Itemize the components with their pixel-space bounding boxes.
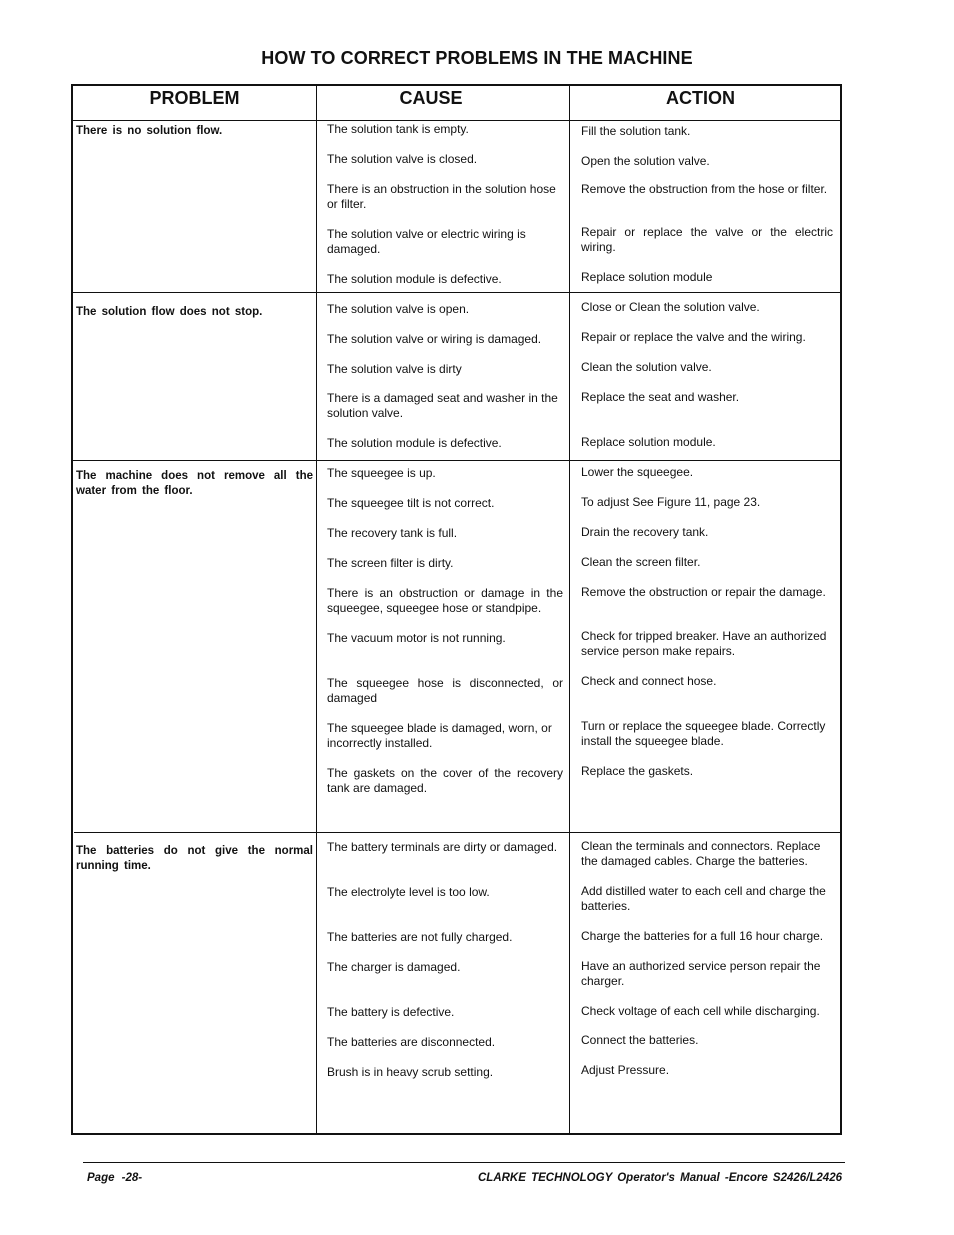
cause-cell: The electrolyte level is too low. xyxy=(327,885,490,899)
row-separator xyxy=(74,832,840,833)
action-cell: Remove the obstruction from the hose or filter. xyxy=(581,182,828,196)
cause-cell: The solution valve is open. xyxy=(327,302,470,316)
cause-cell: The squeegee blade is damaged, worn, or incorrectly installed. xyxy=(327,721,552,750)
action-cell: To adjust See Figure 11, page 23. xyxy=(581,495,761,509)
action-cell: Turn or replace the squeegee blade. Correctly install the squeegee blade. xyxy=(581,719,826,748)
action-cell: Clean the terminals and connectors. Replace the damaged cables. Charge the batteries. xyxy=(581,839,821,868)
action-cell: Replace the seat and washer. xyxy=(581,390,740,404)
header-action: ACTION xyxy=(666,88,735,108)
action-cell: Repair or replace the valve and the wiring. xyxy=(581,330,806,344)
action-cell: Remove the obstruction or repair the damage. xyxy=(581,585,826,599)
cause-cell: There is a damaged seat and washer in the solution valve. xyxy=(327,391,558,420)
action-cell: Check for tripped breaker. Have an authorized service person make repairs. xyxy=(581,629,827,658)
cause-cell: The gaskets on the cover of the recovery tank are damaged. xyxy=(327,766,563,795)
action-cell: Check voltage of each cell while discharging. xyxy=(581,1004,820,1018)
action-cell: Repair or replace the valve or the electric wiring. xyxy=(581,225,833,254)
action-cell: Connect the batteries. xyxy=(581,1033,699,1047)
action-cell: Have an authorized service person repair the charger. xyxy=(581,959,821,988)
manual-title: CLARKE TECHNOLOGY Operator's Manual -Encore S2426/L2426 xyxy=(477,1172,842,1184)
action-cell: Clean the screen filter. xyxy=(581,555,701,569)
cause-cell: The solution tank is empty. xyxy=(327,122,469,136)
page-number: Page -28- xyxy=(87,1172,143,1184)
action-cell: Close or Clean the solution valve. xyxy=(581,300,760,314)
cause-cell: The squeegee is up. xyxy=(327,466,436,480)
row-separator xyxy=(73,460,840,461)
cause-cell: The squeegee tilt is not correct. xyxy=(327,496,495,510)
action-cell: Lower the squeegee. xyxy=(581,465,694,479)
column-divider xyxy=(569,86,570,1133)
cause-cell: The battery is defective. xyxy=(327,1005,455,1019)
problem-cell: The solution flow does not stop. xyxy=(76,306,263,318)
header-problem: PROBLEM xyxy=(149,88,240,108)
cause-cell: The solution module is defective. xyxy=(327,272,502,286)
cause-cell: The solution valve or electric wiring is damaged. xyxy=(327,227,526,256)
cause-cell: Brush is in heavy scrub setting. xyxy=(327,1065,494,1079)
cause-cell: The charger is damaged. xyxy=(327,960,461,974)
troubleshooting-table xyxy=(71,84,842,1135)
page-title: HOW TO CORRECT PROBLEMS IN THE MACHINE xyxy=(261,48,693,68)
cause-cell: There is an obstruction in the solution hose or filter. xyxy=(327,182,556,211)
action-cell: Charge the batteries for a full 16 hour charge. xyxy=(581,929,824,943)
action-cell: Drain the recovery tank. xyxy=(581,525,709,539)
action-cell: Check and connect hose. xyxy=(581,674,717,688)
problem-cell: The machine does not remove all the water from the floor. xyxy=(76,470,313,497)
cause-cell: The solution valve is dirty xyxy=(327,362,462,376)
header-cause: CAUSE xyxy=(399,88,463,108)
action-cell: Open the solution valve. xyxy=(581,154,710,168)
action-cell: Add distilled water to each cell and charge the batteries. xyxy=(581,884,826,913)
problem-cell: The batteries do not give the normal running time. xyxy=(76,845,313,872)
footer-rule xyxy=(83,1162,845,1163)
action-cell: Fill the solution tank. xyxy=(581,124,691,138)
cause-cell: There is an obstruction or damage in the squeegee, squeegee hose or standpipe. xyxy=(327,586,563,615)
cause-cell: The battery terminals are dirty or damaged. xyxy=(327,840,558,854)
cause-cell: The recovery tank is full. xyxy=(327,526,458,540)
cause-cell: The squeegee hose is disconnected, or damaged xyxy=(327,676,563,705)
cause-cell: The batteries are disconnected. xyxy=(327,1035,496,1049)
cause-cell: The solution module is defective. xyxy=(327,436,502,450)
action-cell: Adjust Pressure. xyxy=(581,1063,670,1077)
column-divider xyxy=(316,86,317,1133)
problem-cell: There is no solution flow. xyxy=(76,125,223,137)
action-cell: Replace solution module. xyxy=(581,435,716,449)
action-cell: Replace the gaskets. xyxy=(581,764,694,778)
cause-cell: The screen filter is dirty. xyxy=(327,556,454,570)
header-rule xyxy=(73,120,840,121)
row-separator xyxy=(73,292,840,293)
cause-cell: The solution valve or wiring is damaged. xyxy=(327,332,542,346)
cause-cell: The vacuum motor is not running. xyxy=(327,631,506,645)
cause-cell: The solution valve is closed. xyxy=(327,152,478,166)
action-cell: Clean the solution valve. xyxy=(581,360,712,374)
action-cell: Replace solution module xyxy=(581,270,713,284)
cause-cell: The batteries are not fully charged. xyxy=(327,930,513,944)
